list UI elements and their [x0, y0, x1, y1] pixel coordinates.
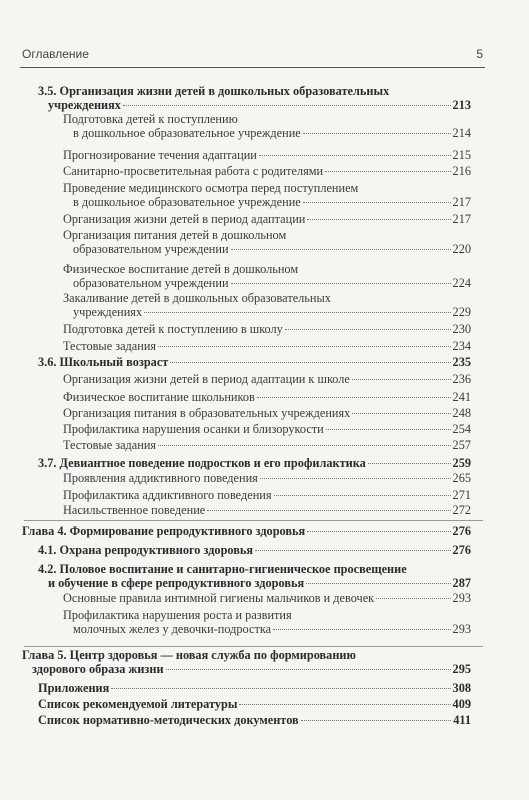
header-title: Оглавление — [22, 47, 89, 61]
toc-entry-title: Проведение медицинского осмотра перед поступлением — [63, 181, 359, 195]
toc-entry-title: Подготовка детей к поступлению — [63, 112, 238, 126]
toc-entry — [38, 84, 471, 112]
toc-page-number: 215 — [452, 148, 471, 162]
toc-page-number: 254 — [452, 422, 471, 436]
running-header — [22, 47, 483, 61]
leader-dots — [285, 329, 451, 330]
leader-dots — [231, 283, 451, 284]
toc-page-number: 217 — [452, 212, 471, 226]
toc-entry-title: Профилактика аддиктивного поведения — [63, 488, 272, 502]
toc-page-number: 293 — [452, 622, 471, 636]
toc-entry-title: 3.6. Школьный возраст — [38, 355, 169, 369]
toc-page-number: 276 — [452, 524, 471, 538]
toc-entry-title: Насильственное поведение — [63, 503, 206, 517]
toc-entry-title: Список нормативно-методических документов — [38, 713, 299, 727]
leader-dots — [274, 495, 451, 496]
leader-dots — [158, 445, 450, 446]
toc-page-number: 259 — [452, 456, 471, 470]
toc-entry-title: Глава 5. Центр здоровья — новая служба по формированию — [22, 648, 356, 662]
leader-dots — [376, 598, 450, 599]
toc-page-number: 248 — [452, 406, 471, 420]
toc-page-number: 235 — [452, 355, 471, 369]
toc-entry-title: Прогнозирование течения адаптации — [63, 148, 257, 162]
toc-page-number: 295 — [452, 662, 471, 676]
toc-entry — [63, 608, 471, 636]
toc-entry — [38, 456, 471, 470]
chapter-divider — [24, 520, 483, 521]
leader-dots — [259, 155, 451, 156]
toc-page-number: 265 — [452, 471, 471, 485]
toc-entry-title: Проявления аддиктивного поведения — [63, 471, 258, 485]
toc-page-number: 213 — [452, 98, 471, 112]
toc-entry — [63, 322, 471, 336]
toc-entry — [38, 681, 471, 695]
leader-dots — [260, 478, 451, 479]
leader-dots — [352, 379, 451, 380]
toc-entry — [63, 212, 471, 226]
leader-dots — [306, 583, 450, 584]
leader-dots — [166, 669, 451, 670]
toc-entry — [63, 438, 471, 452]
header-page-number: 5 — [476, 47, 483, 61]
toc-entry — [63, 112, 471, 140]
toc-entry-title: Организация питания в образовательных учреждениях — [63, 406, 351, 420]
toc-entry — [63, 390, 471, 404]
toc-entry — [38, 562, 471, 590]
toc-entry-title: в дошкольное образовательное учреждение — [73, 126, 301, 140]
toc-page-number: 271 — [452, 488, 471, 502]
toc-entry-title: Глава 4. Формирование репродуктивного здоровья — [22, 524, 306, 538]
toc-page-number: 287 — [452, 576, 471, 590]
toc-entry — [38, 355, 471, 369]
toc-entry — [63, 422, 471, 436]
toc-entry — [63, 228, 471, 256]
leader-dots — [307, 531, 450, 532]
leader-dots — [303, 202, 451, 203]
toc-entry-title: образовательном учреждении — [73, 276, 229, 290]
toc-entry — [63, 591, 471, 605]
toc-entry — [38, 713, 471, 727]
toc-entry-title: Санитарно-просветительная работа с родителями — [63, 164, 324, 178]
toc-entry — [38, 543, 471, 557]
toc-entry — [63, 372, 471, 386]
toc-page-number: 224 — [452, 276, 471, 290]
toc-page-number: 293 — [452, 591, 471, 605]
toc-entry — [63, 406, 471, 420]
leader-dots — [144, 312, 450, 313]
toc-page-number: 236 — [452, 372, 471, 386]
leader-dots — [255, 550, 450, 551]
toc-entry-title: 4.2. Половое воспитание и санитарно-гигиеническое просвещение — [38, 562, 407, 576]
toc-entry — [22, 648, 471, 676]
toc-entry — [63, 148, 471, 162]
toc-page-number: 272 — [452, 503, 471, 517]
toc-page-number: 276 — [452, 543, 471, 557]
toc-entry-title: 3.5. Организация жизни детей в дошкольных образовательных — [38, 84, 390, 98]
toc-page-number: 409 — [452, 697, 471, 711]
toc-entry-title: Физическое воспитание детей в дошкольном — [63, 262, 299, 276]
toc-page-number: 217 — [452, 195, 471, 209]
leader-dots — [273, 629, 450, 630]
toc-entry — [63, 291, 471, 319]
toc-page-number: 230 — [452, 322, 471, 336]
chapter-divider — [24, 646, 483, 647]
toc-entry — [63, 164, 471, 178]
toc-page-number: 216 — [452, 164, 471, 178]
leader-dots — [301, 720, 452, 721]
toc-entry — [38, 697, 471, 711]
header-rule — [20, 67, 485, 68]
toc-entry-title: учреждениях — [48, 98, 121, 112]
leader-dots — [123, 105, 451, 106]
toc-entry-title: в дошкольное образовательное учреждение — [73, 195, 301, 209]
leader-dots — [231, 249, 451, 250]
leader-dots — [368, 463, 451, 464]
toc-entry-title: Физическое воспитание школьников — [63, 390, 255, 404]
leader-dots — [257, 397, 451, 398]
toc-entry — [63, 262, 471, 290]
toc-entry — [63, 181, 471, 209]
leader-dots — [170, 362, 450, 363]
toc-entry-title: Список рекомендуемой литературы — [38, 697, 238, 711]
toc-entry-title: Профилактика нарушения осанки и близорукости — [63, 422, 324, 436]
toc-entry-title: Организация жизни детей в период адаптации — [63, 212, 306, 226]
toc-entry-title: Приложения — [38, 681, 110, 695]
toc-page-number: 214 — [452, 126, 471, 140]
toc-page-number: 220 — [452, 242, 471, 256]
toc-entry-title: молочных желез у девочки-подростка — [73, 622, 272, 636]
toc-page-number: 234 — [452, 339, 471, 353]
leader-dots — [352, 413, 450, 414]
toc-page-number: 257 — [452, 438, 471, 452]
leader-dots — [307, 219, 450, 220]
toc-entry-title: Организация питания детей в дошкольном — [63, 228, 287, 242]
toc-entry-title: и обучение в сфере репродуктивного здоровья — [48, 576, 305, 590]
leader-dots — [111, 688, 450, 689]
toc-entry-title: здорового образа жизни — [32, 662, 164, 676]
toc-entry-title: 4.1. Охрана репродуктивного здоровья — [38, 543, 254, 557]
toc-entry-title: Организация жизни детей в период адаптации к школе — [63, 372, 350, 386]
leader-dots — [207, 510, 450, 511]
leader-dots — [239, 704, 450, 705]
toc-entry-title: Тестовые задания — [63, 339, 157, 353]
toc-page-number: 241 — [452, 390, 471, 404]
toc-entry-title: Основные правила интимной гигиены мальчиков и девочек — [63, 591, 375, 605]
leader-dots — [303, 133, 451, 134]
toc-entry-title: Закаливание детей в дошкольных образовательных — [63, 291, 331, 305]
toc-entry — [63, 488, 471, 502]
toc-entry-title: Подготовка детей к поступлению в школу — [63, 322, 283, 336]
toc-entry — [22, 524, 471, 538]
toc-entry-title: образовательном учреждении — [73, 242, 229, 256]
toc-entry-title: 3.7. Девиантное поведение подростков и его профилактика — [38, 456, 366, 470]
leader-dots — [325, 171, 450, 172]
toc-page-number: 308 — [452, 681, 471, 695]
toc-entry-title: Тестовые задания — [63, 438, 157, 452]
toc-entry — [63, 503, 471, 517]
toc-entry — [63, 471, 471, 485]
leader-dots — [158, 346, 450, 347]
toc-entry-title: учреждениях — [73, 305, 143, 319]
toc-page-number: 411 — [453, 713, 471, 727]
toc-page-number: 229 — [452, 305, 471, 319]
toc-entry-title: Профилактика нарушения роста и развития — [63, 608, 292, 622]
leader-dots — [326, 429, 451, 430]
toc-entry — [63, 339, 471, 353]
